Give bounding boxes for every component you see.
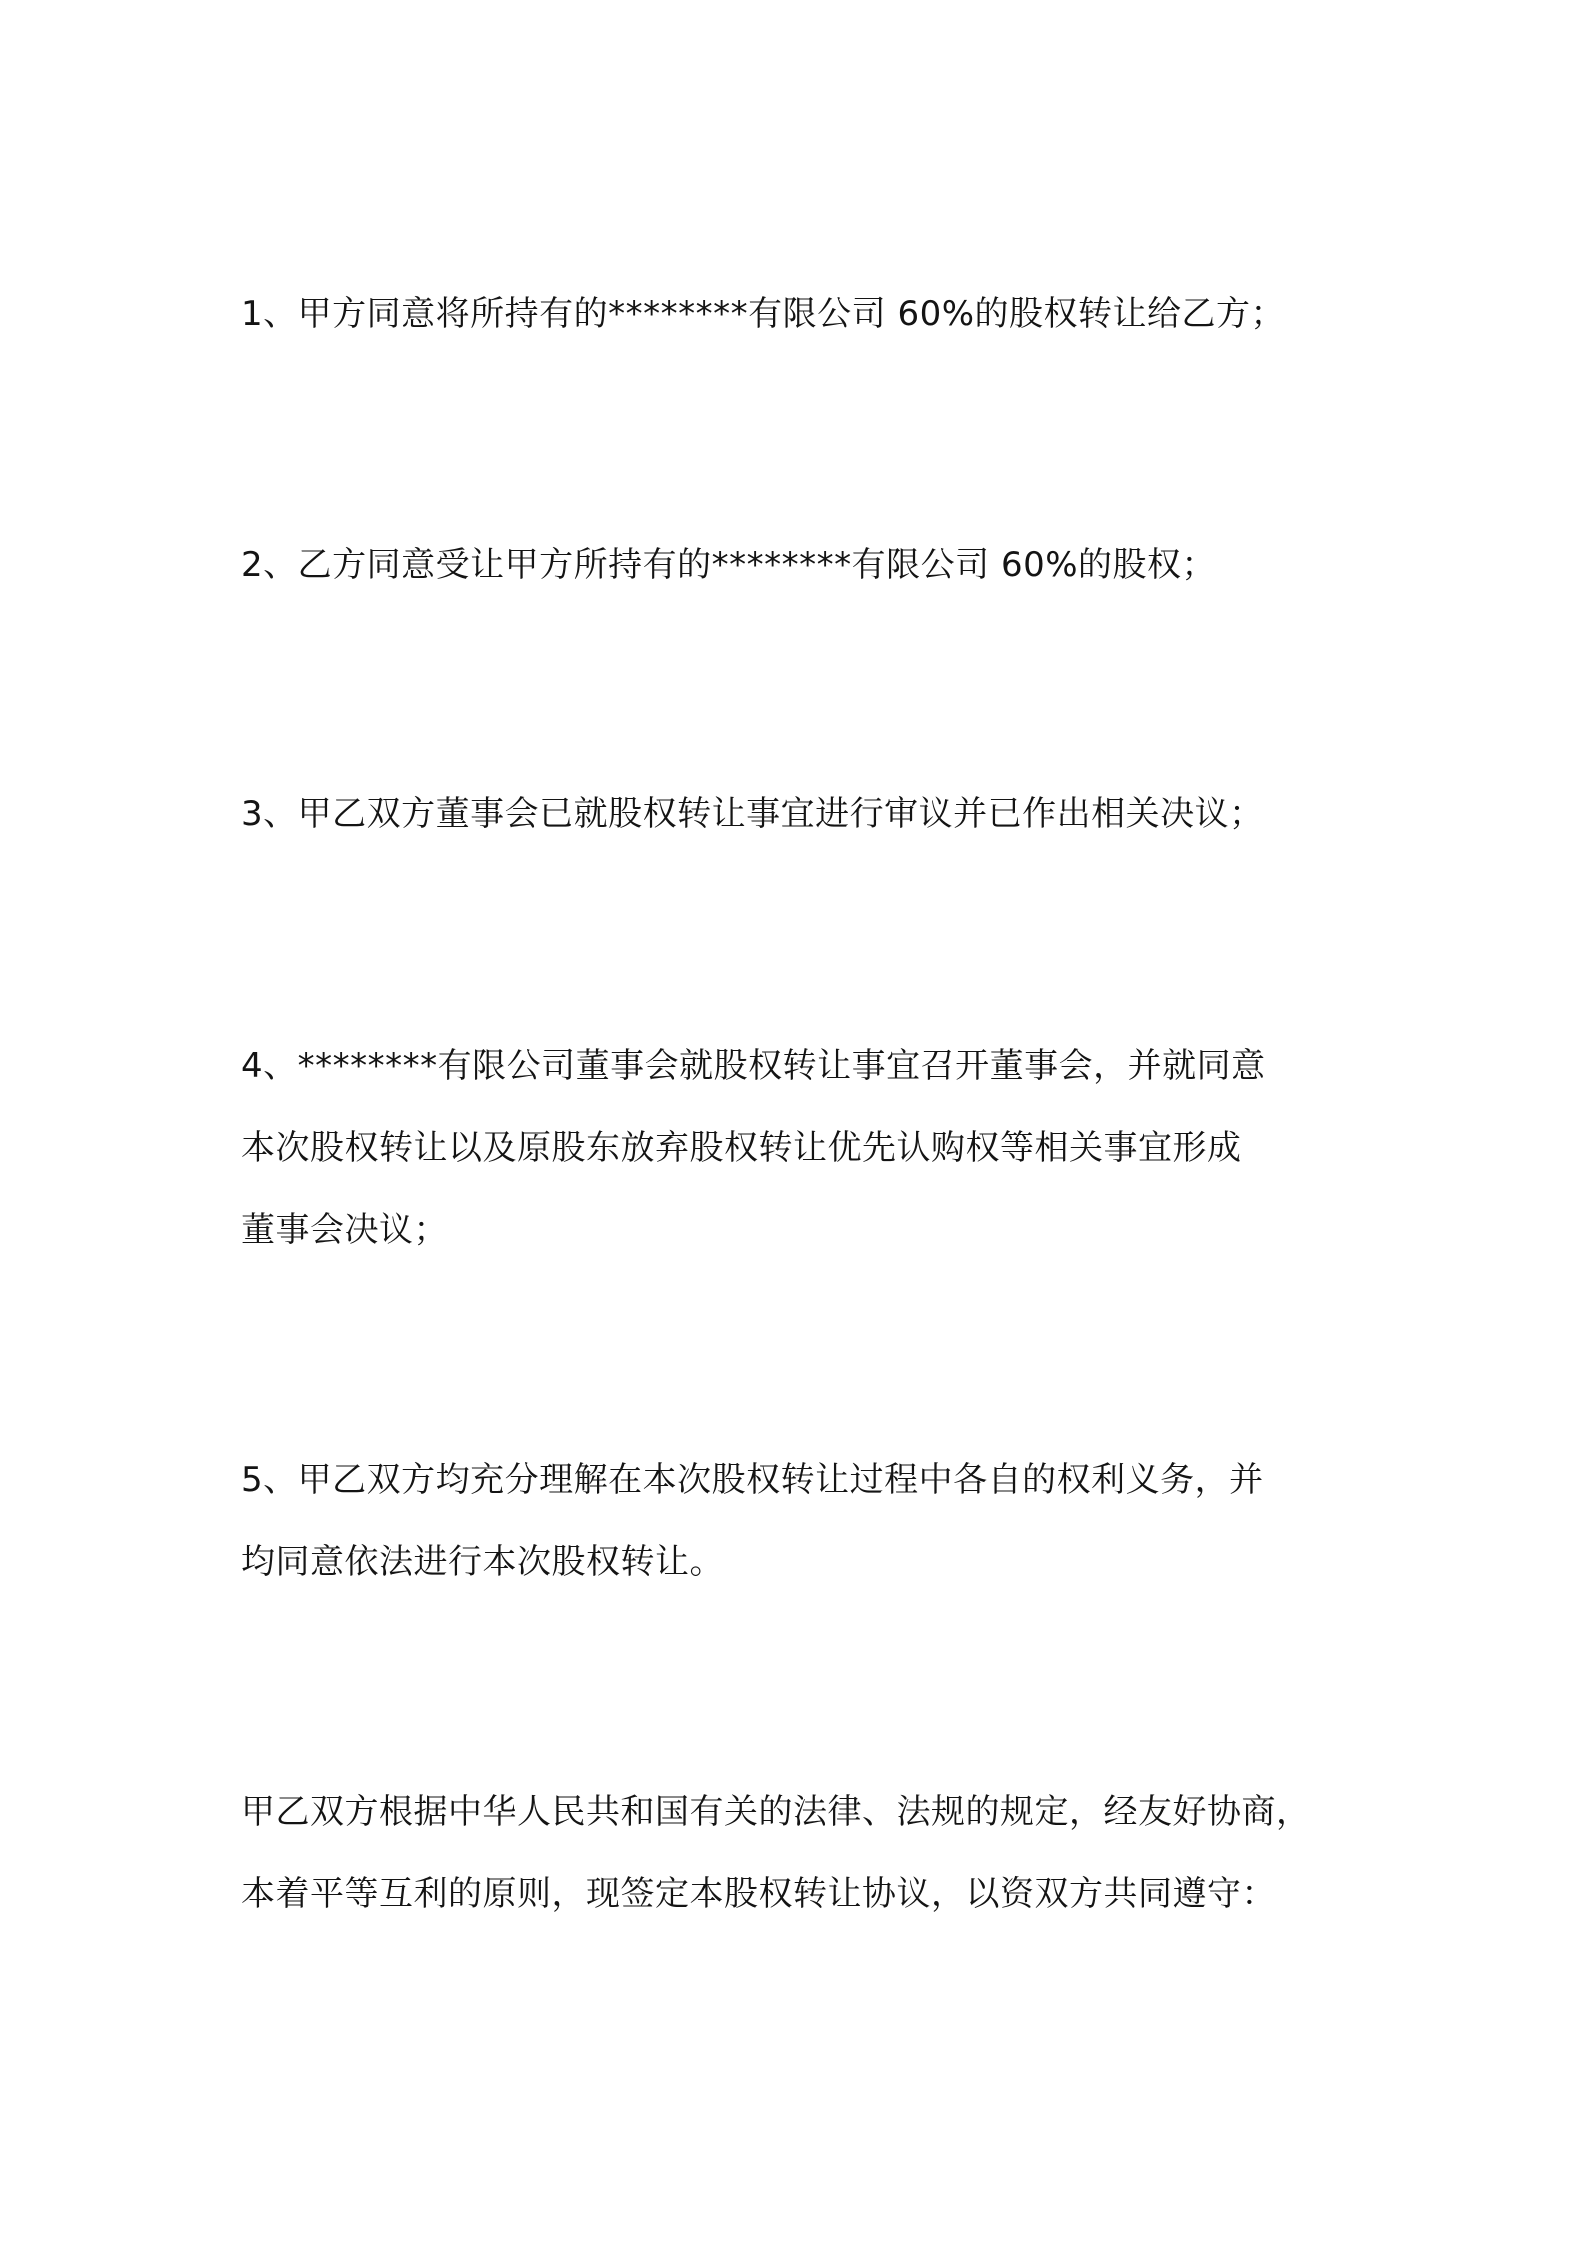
text-line: 4、********有限公司董事会就股权转让事宜召开董事会，并就同意 — [241, 1046, 1266, 1086]
text-line: 2、乙方同意受让甲方所持有的********有限公司 60%的股权； — [241, 545, 1217, 585]
text-line: 1、甲方同意将所持有的********有限公司 60%的股权转让给乙方； — [241, 294, 1286, 334]
text-line: 本着平等互利的原则，现签定本股权转让协议，以资双方共同遵守： — [241, 1874, 1276, 1914]
agreement-preamble — [241, 1771, 1361, 1935]
clause-5 — [241, 1439, 1361, 1603]
text-line: 甲乙双方根据中华人民共和国有关的法律、法规的规定，经友好协商， — [241, 1792, 1311, 1832]
text-line: 3、甲乙双方董事会已就股权转让事宜进行审议并已作出相关决议； — [241, 794, 1264, 834]
clause-1 — [241, 273, 1361, 355]
clause-3 — [241, 773, 1361, 855]
text-line: 5、甲乙双方均充分理解在本次股权转让过程中各自的权利义务，并 — [241, 1460, 1264, 1500]
text-line: 董事会决议； — [241, 1210, 448, 1250]
text-line: 均同意依法进行本次股权转让。 — [241, 1542, 724, 1582]
clause-2 — [241, 524, 1361, 606]
clause-4 — [241, 1025, 1361, 1271]
text-line: 本次股权转让以及原股东放弃股权转让优先认购权等相关事宜形成 — [241, 1128, 1242, 1168]
